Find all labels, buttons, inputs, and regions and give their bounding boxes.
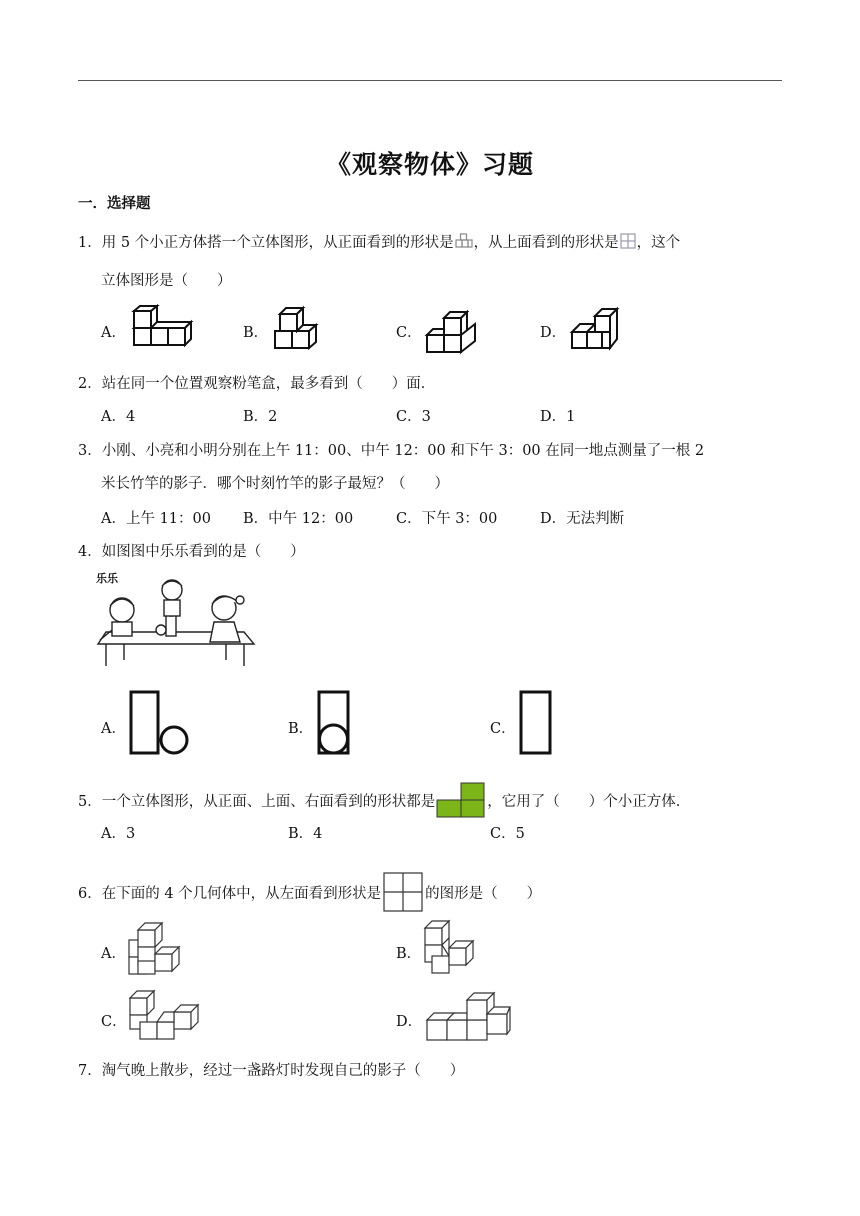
q7-stem: 7．淘气晚上散步，经过一盏路灯时发现自己的影子（ ） (78, 1063, 465, 1079)
q2-stem: 2．站在同一个位置观察粉笔盒，最多看到（ ）面． (78, 376, 436, 392)
children-at-table-illustration (94, 570, 264, 670)
q1-top-view-icon (620, 233, 636, 249)
q1-stem (78, 231, 680, 252)
q5-text-b: ，它用了（ ）个小正方体． (487, 794, 691, 810)
q1-text-a: 1．用 5 个小正方体搭一个立体图形，从正面看到的形状是 (78, 235, 454, 251)
q1-option-c[interactable]: C． (396, 325, 422, 341)
q3-stem: 3．小刚、小亮和小明分别在上午 11：00、中午 12：00 和下午 3：00 在同一地点测量了一根 2 (78, 443, 705, 459)
q2-option-d[interactable]: D．1 (540, 409, 576, 425)
q5-option-c[interactable]: C．5 (490, 826, 525, 842)
q1-option-b[interactable]: B． (243, 325, 269, 341)
q5-view-shape-icon (436, 782, 486, 818)
q1-stem-cont: 立体图形是（ ） (101, 273, 232, 289)
q6-option-a[interactable]: A． (101, 946, 126, 962)
header-rule (78, 80, 782, 81)
q5-stem (78, 782, 690, 818)
q3-option-d[interactable]: D．无法判断 (540, 511, 625, 527)
q1-option-b-cubes (272, 306, 320, 352)
q6-option-b[interactable]: B． (396, 946, 422, 962)
q1-front-view-icon (455, 233, 473, 249)
q4-option-b[interactable]: B． (288, 721, 314, 737)
q1-option-c-cubes (424, 302, 478, 356)
q4-illustration (94, 570, 264, 670)
q1-option-d[interactable]: D． (540, 325, 567, 341)
q6-option-b-cubes (422, 918, 480, 978)
q5-option-b[interactable]: B．4 (288, 826, 323, 842)
q4-option-c-shape (518, 690, 554, 756)
q2-option-a[interactable]: A．4 (101, 409, 136, 425)
q1-text-c: ，这个 (636, 235, 681, 251)
q5-text-a: 5．一个立体图形，从正面、上面、右面看到的形状都是 (78, 794, 436, 810)
q6-left-view-icon (383, 872, 423, 912)
q1-option-a-cubes (130, 306, 192, 350)
q4-option-a[interactable]: A． (101, 721, 126, 737)
q1-option-d-cubes (568, 304, 622, 354)
q6-option-d-cubes (424, 990, 514, 1046)
q6-option-a-cubes (126, 918, 184, 978)
q6-stem (78, 872, 541, 912)
q4-stem: 4．如图图中乐乐看到的是（ ） (78, 544, 305, 560)
q6-option-c-cubes (126, 986, 206, 1046)
q4-option-b-shape (316, 690, 352, 756)
q4-option-c[interactable]: C． (490, 721, 516, 737)
q6-text-a: 6．在下面的 4 个几何体中，从左面看到形状是 (78, 886, 382, 902)
q1-option-a[interactable]: A． (101, 325, 126, 341)
section-heading: 一．选择题 (78, 195, 151, 212)
page-title: 《观察物体》习题 (325, 150, 534, 179)
q1-text-b: ，从上面看到的形状是 (473, 235, 619, 251)
q6-text-b: 的图形是（ ） (425, 886, 542, 902)
q6-option-c[interactable]: C． (101, 1014, 127, 1030)
q3-option-b[interactable]: B．中午 12：00 (243, 511, 354, 527)
q2-option-b[interactable]: B．2 (243, 409, 278, 425)
q6-option-d[interactable]: D． (396, 1014, 423, 1030)
q4-option-a-shape (128, 690, 192, 756)
q2-option-c[interactable]: C．3 (396, 409, 431, 425)
q4-illustration-label: 乐乐 (96, 572, 118, 585)
q5-option-a[interactable]: A．3 (101, 826, 136, 842)
q3-option-a[interactable]: A．上午 11：00 (101, 511, 211, 527)
q3-stem-cont: 米长竹竿的影子．哪个时刻竹竿的影子最短？（ ） (101, 476, 449, 492)
q3-option-c[interactable]: C．下午 3：00 (396, 511, 498, 527)
